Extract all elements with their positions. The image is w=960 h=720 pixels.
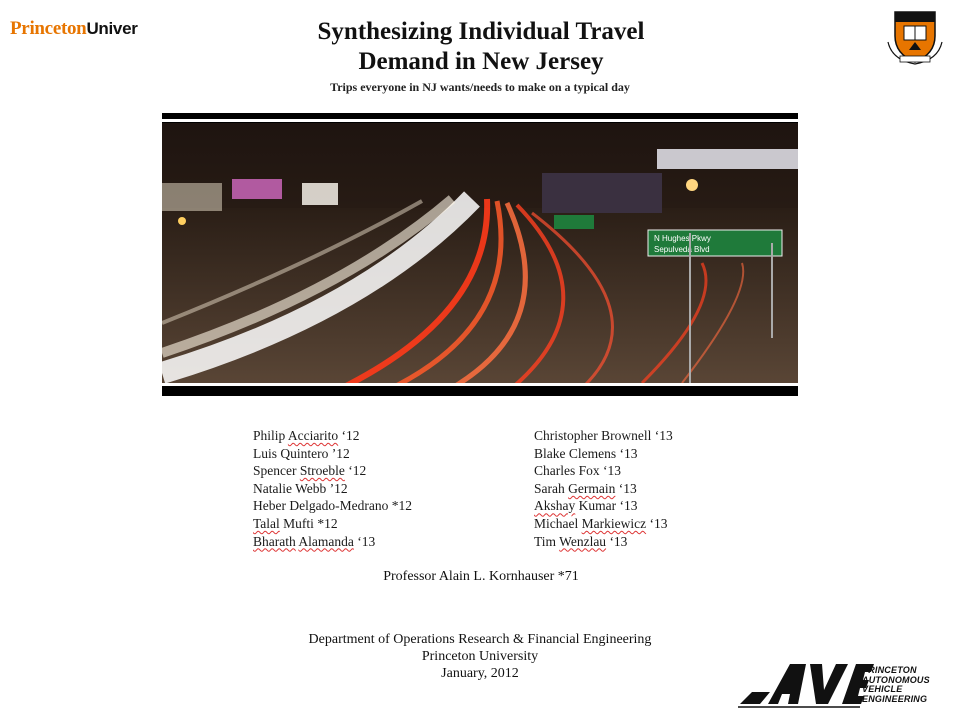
author-row <box>253 462 412 480</box>
title-line-2: Demand in New Jersey <box>358 48 604 75</box>
author-row <box>534 427 673 445</box>
author-row <box>253 533 412 551</box>
date: January, 2012 <box>441 666 519 681</box>
author-first-name: Philip <box>253 428 286 443</box>
department-name: Department of Operations Research & Financial Engineering <box>308 632 652 647</box>
author-class-year: ‘13 <box>603 463 622 479</box>
author-first-name: Christopher <box>534 428 598 443</box>
author-class-year: ‘12 <box>341 428 360 443</box>
author-row <box>534 462 673 480</box>
university-name: Princeton University <box>421 649 539 664</box>
author-first-name: Spencer <box>253 463 297 479</box>
author-last-name: Germain <box>568 480 616 496</box>
pave-line-2: AUTONOMOUS <box>862 674 930 685</box>
author-class-year: ‘13 <box>609 533 628 549</box>
pave-line-3: VEHICLE <box>862 684 903 695</box>
author-class-year: ‘13 <box>649 515 668 531</box>
author-row <box>253 515 412 533</box>
pave-line-4: ENGINEERING <box>862 693 928 704</box>
author-row <box>534 533 673 551</box>
author-row <box>534 480 673 498</box>
author-last-name: Markiewicz <box>581 515 647 531</box>
author-first-name: Talal <box>253 515 280 531</box>
author-first-name: Bharath <box>253 533 296 549</box>
author-last-name: Fox <box>578 463 600 479</box>
author-row <box>253 427 412 445</box>
author-last-name: Clemens <box>568 445 617 461</box>
author-first-name: Blake <box>534 445 566 461</box>
logo-second-word: Univer <box>86 19 138 38</box>
page-title <box>0 17 960 77</box>
author-first-name: Michael <box>534 515 579 531</box>
author-class-year: ‘13 <box>619 498 638 514</box>
author-last-name: Kumar <box>578 498 617 514</box>
author-row <box>253 480 412 498</box>
author-last-name: Mufti <box>283 515 314 531</box>
author-first-name: Tim <box>534 533 557 549</box>
pave-logo-text <box>862 666 930 704</box>
sign-line-2: Sepulveda Blvd <box>654 245 710 254</box>
author-last-name: Delgado-Medrano <box>289 498 389 514</box>
logo-first-word: Princeton <box>10 18 87 39</box>
author-class-year: ’12 <box>331 445 350 461</box>
author-last-name: Acciarito <box>287 428 339 443</box>
author-class-year: ‘13 <box>618 480 637 496</box>
author-first-name: Sarah <box>534 480 565 496</box>
author-last-name: Webb <box>295 480 327 496</box>
author-row <box>534 515 673 533</box>
author-row <box>253 497 412 515</box>
author-row <box>253 445 412 463</box>
author-class-year: ‘12 <box>348 463 367 479</box>
author-first-name: Heber <box>253 498 286 514</box>
author-row <box>534 497 673 515</box>
author-first-name: Natalie <box>253 480 292 496</box>
author-last-name: Wenzlau <box>559 533 607 549</box>
author-last-name: Stroeble <box>299 463 345 479</box>
author-last-name: Quintero <box>280 445 329 461</box>
subtitle: Trips everyone in NJ wants/needs to make on a typical day <box>330 80 630 94</box>
author-last-name: Alamanda <box>298 533 354 549</box>
author-class-year: ’12 <box>329 480 348 496</box>
highway-night-photo <box>162 113 798 396</box>
author-last-name: Brownell <box>601 428 652 443</box>
author-class-year: *12 <box>391 498 412 514</box>
pave-line-1: PRINCETON <box>862 665 917 675</box>
authors-right-column <box>534 427 673 550</box>
author-first-name: Akshay <box>534 498 576 514</box>
author-class-year: ‘13 <box>357 533 376 549</box>
highway-photo-illustration <box>162 113 798 396</box>
author-class-year: ‘13 <box>619 445 638 461</box>
author-first-name: Charles <box>534 463 576 479</box>
sign-line-1: N Hughes Pkwy <box>654 234 711 243</box>
professor-name: Professor Alain L. Kornhauser *71 <box>383 569 579 584</box>
title-line-1: Synthesizing Individual Travel <box>317 18 645 45</box>
author-class-year: *12 <box>317 515 338 531</box>
author-class-year: ‘13 <box>654 428 673 443</box>
authors-left-column <box>253 427 412 550</box>
author-row <box>534 445 673 463</box>
author-first-name: Luis <box>253 445 278 461</box>
